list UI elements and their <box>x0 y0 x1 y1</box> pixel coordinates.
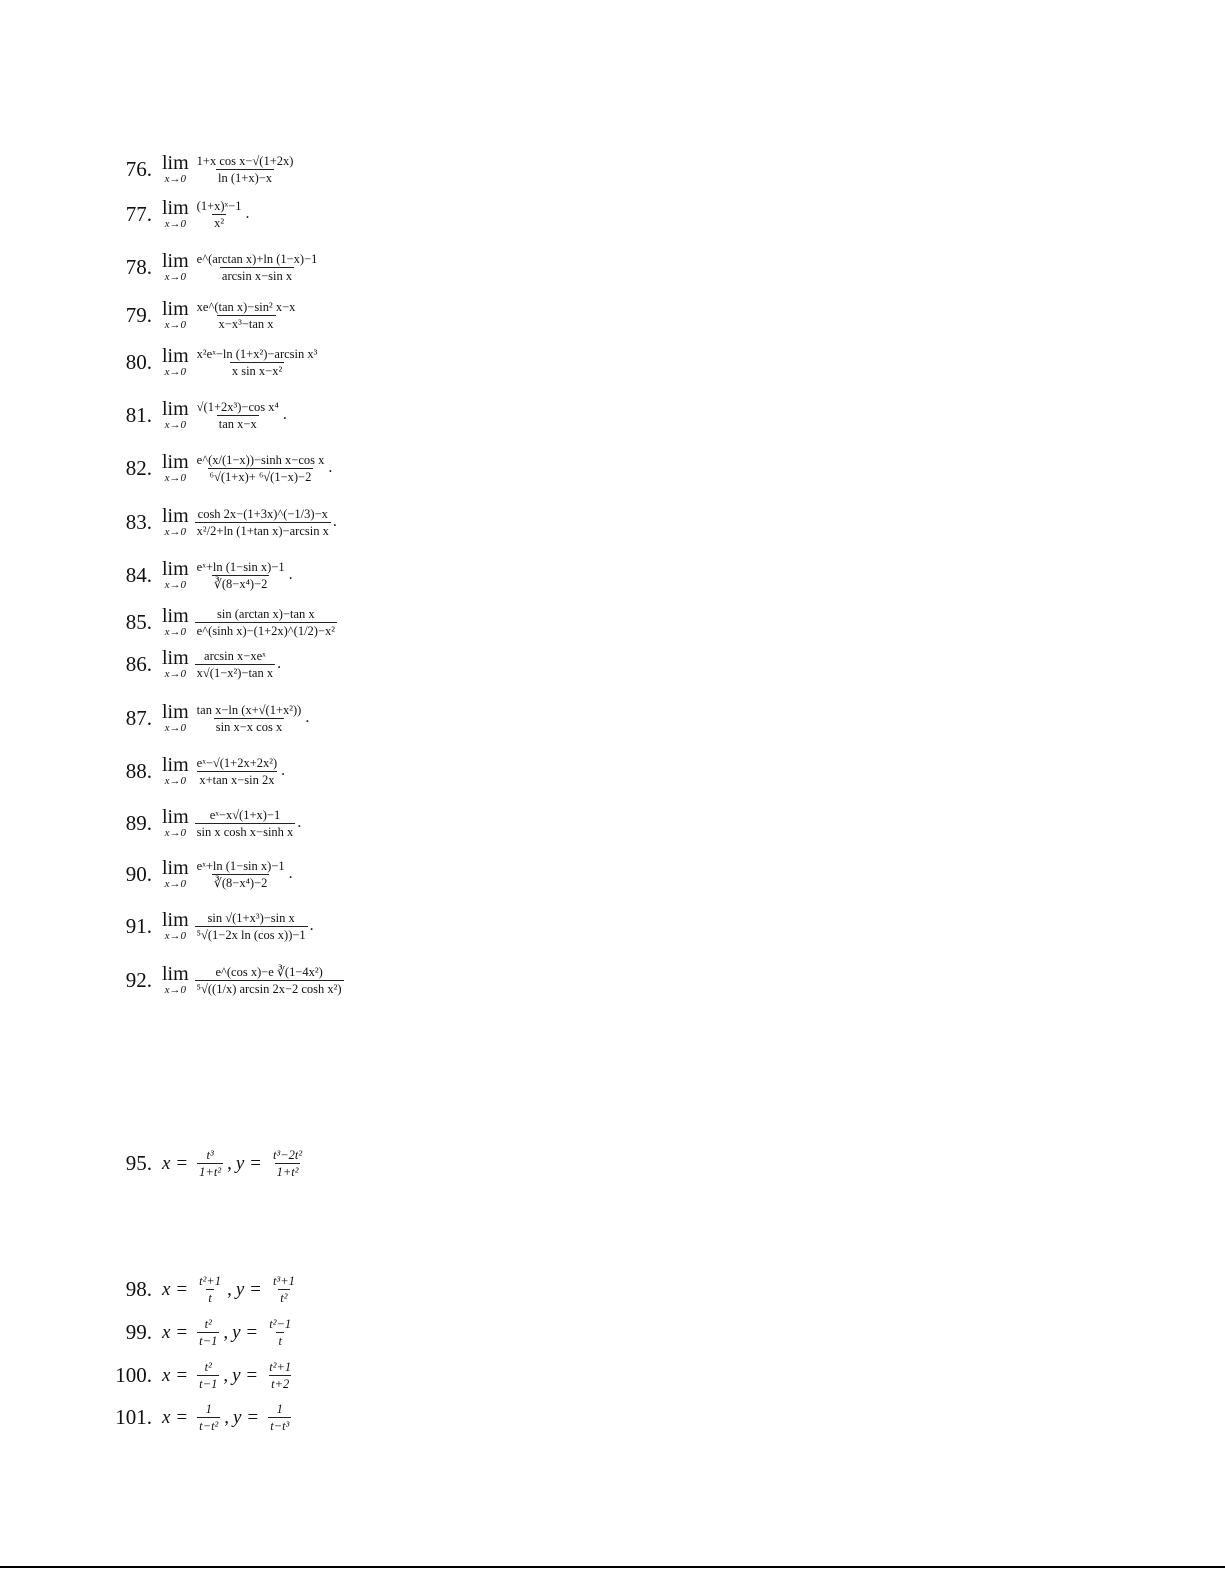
trailing-punctuation: . <box>309 917 314 934</box>
denominator: ⁵√((1/x) arcsin 2x−2 cosh x²) <box>196 981 342 996</box>
problem-number: 89. <box>125 810 152 835</box>
denominator: x√(1−x²)−tan x <box>196 665 274 680</box>
limit-operator <box>162 251 189 283</box>
fraction <box>195 453 327 484</box>
problem-86 <box>108 648 281 680</box>
numerator: t²+1 <box>199 1274 222 1288</box>
numerator: eˣ−x√(1+x)−1 <box>209 807 281 822</box>
problem-90 <box>108 858 293 890</box>
lim-subscript: x→0 <box>164 218 187 230</box>
x-variable: x <box>162 1406 171 1428</box>
problem-number: 80. <box>125 349 152 374</box>
lim-subscript: x→0 <box>164 930 187 942</box>
equals-sign: = <box>176 1364 188 1386</box>
problem-92 <box>108 964 346 996</box>
numerator: t² <box>204 1360 212 1374</box>
denominator: x²/2+ln (1+tan x)−arcsin x <box>196 523 329 538</box>
denominator: t−1 <box>199 1334 218 1348</box>
problem-number: 82. <box>125 455 152 480</box>
problem-80 <box>108 346 321 378</box>
lim-word: lim <box>162 605 189 627</box>
equals-sign: = <box>250 1278 261 1300</box>
numerator: 1+x cos x−√(1+2x) <box>196 153 294 168</box>
x-fraction <box>197 1360 219 1391</box>
problem-84 <box>108 559 293 591</box>
numerator: t²+1 <box>269 1360 292 1374</box>
equals-sign: = <box>247 1406 259 1428</box>
fraction <box>195 911 308 942</box>
limit-operator <box>162 299 189 331</box>
problem-98 <box>108 1274 301 1305</box>
problem-88 <box>108 755 285 787</box>
fraction <box>195 400 281 431</box>
lim-word: lim <box>162 558 189 580</box>
denominator: x sin x−x² <box>231 363 283 378</box>
denominator: ∛(8−x⁴)−2 <box>213 576 268 591</box>
lim-subscript: x→0 <box>164 319 187 331</box>
problem-87 <box>108 702 309 734</box>
x-variable: x <box>162 1321 171 1343</box>
numerator: eˣ+ln (1−sin x)−1 <box>196 858 285 873</box>
lim-subscript: x→0 <box>164 626 187 638</box>
lim-word: lim <box>162 345 189 367</box>
fraction <box>195 347 320 378</box>
limit-operator <box>162 153 189 185</box>
problem-91 <box>108 910 314 942</box>
fraction <box>195 859 287 890</box>
limit-operator <box>162 755 189 787</box>
denominator: ⁵√(1−2x ln (cos x))−1 <box>196 927 306 942</box>
denominator: t² <box>280 1291 288 1305</box>
lim-word: lim <box>162 250 189 272</box>
numerator: sin (arctan x)−tan x <box>217 606 315 621</box>
problem-number: 99. <box>125 1320 152 1344</box>
trailing-punctuation: . <box>288 566 293 583</box>
problem-number: 98. <box>125 1277 152 1301</box>
x-fraction <box>197 1274 223 1305</box>
lim-word: lim <box>162 398 189 420</box>
fraction <box>195 965 344 996</box>
problem-number: 87. <box>125 705 152 730</box>
problem-82 <box>108 452 332 484</box>
y-fraction <box>267 1360 293 1391</box>
trailing-punctuation: . <box>332 513 337 530</box>
lim-subscript: x→0 <box>164 173 187 185</box>
lim-word: lim <box>162 197 189 219</box>
limit-operator <box>162 399 189 431</box>
lim-subscript: x→0 <box>164 419 187 431</box>
x-variable: x <box>162 1152 171 1174</box>
trailing-punctuation: . <box>328 459 333 476</box>
numerator: t² <box>204 1317 212 1331</box>
trailing-punctuation: . <box>305 709 310 726</box>
problem-number: 76. <box>125 156 152 181</box>
problem-number: 78. <box>125 254 152 279</box>
problem-77 <box>108 198 249 230</box>
y-fraction <box>271 1148 304 1179</box>
denominator: t−t³ <box>270 1419 290 1433</box>
denominator: t <box>278 1334 282 1348</box>
problem-number: 88. <box>125 758 152 783</box>
numerator: t³ <box>206 1148 214 1162</box>
x-fraction <box>197 1317 219 1348</box>
numerator: (1+x)ˣ−1 <box>196 198 242 213</box>
problem-76 <box>108 153 297 185</box>
numerator: e^(cos x)−e ∛(1−4x²) <box>215 964 323 979</box>
y-fraction <box>268 1402 291 1433</box>
separator: , <box>223 1321 229 1343</box>
trailing-punctuation: . <box>297 814 302 831</box>
numerator: eˣ−√(1+2x+2x²) <box>196 755 278 770</box>
lim-subscript: x→0 <box>164 271 187 283</box>
problem-number: 77. <box>125 201 152 226</box>
trailing-punctuation: . <box>288 865 293 882</box>
lim-word: lim <box>162 701 189 723</box>
lim-subscript: x→0 <box>164 526 187 538</box>
denominator: e^(sinh x)−(1+2x)^(1/2)−x² <box>196 623 336 638</box>
problem-95 <box>108 1148 308 1179</box>
equals-sign: = <box>246 1364 258 1386</box>
x-fraction <box>197 1148 223 1179</box>
problem-100 <box>108 1360 297 1391</box>
denominator: 1+t² <box>276 1165 299 1179</box>
denominator: sin x−x cos x <box>215 719 283 734</box>
limit-operator <box>162 910 189 942</box>
fraction <box>195 649 275 680</box>
denominator: x−x³−tan x <box>218 316 274 331</box>
limit-operator <box>162 559 189 591</box>
numerator: arcsin x−xeˣ <box>204 648 266 663</box>
separator: , <box>223 1364 229 1386</box>
x-fraction <box>197 1402 220 1433</box>
numerator: t³+1 <box>272 1274 295 1288</box>
denominator: ⁶√(1+x)+ ⁶√(1−x)−2 <box>209 469 312 484</box>
denominator: ∛(8−x⁴)−2 <box>213 875 268 890</box>
equals-sign: = <box>176 1152 188 1174</box>
lim-word: lim <box>162 505 189 527</box>
lim-subscript: x→0 <box>164 827 187 839</box>
problem-number: 90. <box>125 861 152 886</box>
problem-89 <box>108 807 301 839</box>
lim-word: lim <box>162 298 189 320</box>
lim-subscript: x→0 <box>164 366 187 378</box>
numerator: t²−1 <box>269 1317 292 1331</box>
denominator: tan x−x <box>218 416 257 431</box>
lim-subscript: x→0 <box>164 775 187 787</box>
y-variable: y <box>235 1152 245 1174</box>
limit-operator <box>162 198 189 230</box>
y-fraction <box>267 1317 293 1348</box>
x-variable: x <box>162 1364 171 1386</box>
trailing-punctuation: . <box>282 406 287 423</box>
x-variable: x <box>162 1278 171 1300</box>
problem-number: 101. <box>115 1405 152 1429</box>
problem-79 <box>108 299 299 331</box>
numerator: xe^(tan x)−sin² x−x <box>196 299 296 314</box>
trailing-punctuation: . <box>281 762 286 779</box>
lim-word: lim <box>162 754 189 776</box>
lim-word: lim <box>162 857 189 879</box>
limit-operator <box>162 346 189 378</box>
lim-word: lim <box>162 451 189 473</box>
problem-number: 100. <box>115 1363 152 1387</box>
fraction <box>195 252 320 283</box>
lim-subscript: x→0 <box>164 878 187 890</box>
y-variable: y <box>232 1364 241 1386</box>
lim-word: lim <box>162 647 189 669</box>
lim-subscript: x→0 <box>164 668 187 680</box>
problem-number: 86. <box>125 651 152 676</box>
lim-subscript: x→0 <box>164 722 187 734</box>
problem-number: 91. <box>125 913 152 938</box>
denominator: t+2 <box>271 1377 290 1391</box>
numerator: x²eˣ−ln (1+x²)−arcsin x³ <box>196 346 318 361</box>
lim-word: lim <box>162 909 189 931</box>
limit-operator <box>162 648 189 680</box>
denominator: arcsin x−sin x <box>221 268 293 283</box>
equals-sign: = <box>176 1321 188 1343</box>
problem-101 <box>108 1402 295 1433</box>
fraction <box>195 756 280 787</box>
fraction <box>195 560 287 591</box>
trailing-punctuation: . <box>277 655 282 672</box>
problem-99 <box>108 1317 297 1348</box>
fraction <box>195 703 304 734</box>
denominator: ln (1+x)−x <box>218 170 273 185</box>
y-fraction <box>271 1274 297 1305</box>
y-variable: y <box>233 1406 242 1428</box>
limit-operator <box>162 702 189 734</box>
numerator: tan x−ln (x+√(1+x²)) <box>196 702 302 717</box>
numerator: sin √(1+x³)−sin x <box>207 910 295 925</box>
problem-83 <box>108 506 337 538</box>
problem-number: 92. <box>125 967 152 992</box>
problem-number: 95. <box>125 1151 152 1175</box>
denominator: t <box>208 1291 212 1305</box>
problem-85 <box>108 606 339 638</box>
fraction <box>195 300 298 331</box>
page-bottom-rule <box>0 1566 1225 1568</box>
fraction <box>195 154 296 185</box>
equals-sign: = <box>250 1152 261 1174</box>
limit-operator <box>162 807 189 839</box>
numerator: t³−2t² <box>272 1148 303 1162</box>
numerator: cosh 2x−(1+3x)^(−1/3)−x <box>197 506 328 521</box>
denominator: x+tan x−sin 2x <box>199 772 275 787</box>
problem-number: 79. <box>125 302 152 327</box>
limit-operator <box>162 858 189 890</box>
equals-sign: = <box>176 1406 188 1428</box>
denominator: x² <box>214 215 225 230</box>
equals-sign: = <box>176 1278 188 1300</box>
denominator: t−t² <box>199 1419 219 1433</box>
problem-number: 81. <box>125 402 152 427</box>
y-variable: y <box>235 1278 245 1300</box>
lim-subscript: x→0 <box>164 984 187 996</box>
separator: , <box>227 1152 232 1174</box>
limit-operator <box>162 964 189 996</box>
limit-operator <box>162 506 189 538</box>
problem-number: 83. <box>125 509 152 534</box>
numerator: √(1+2x³)−cos x⁴ <box>196 399 279 414</box>
denominator: sin x cosh x−sinh x <box>196 824 294 839</box>
numerator: e^(arctan x)+ln (1−x)−1 <box>196 251 318 266</box>
problem-81 <box>108 399 287 431</box>
lim-word: lim <box>162 963 189 985</box>
fraction <box>195 507 331 538</box>
separator: , <box>224 1406 230 1428</box>
denominator: t−1 <box>199 1377 218 1391</box>
numerator: eˣ+ln (1−sin x)−1 <box>196 559 285 574</box>
lim-word: lim <box>162 152 189 174</box>
lim-subscript: x→0 <box>164 472 187 484</box>
denominator: 1+t² <box>199 1165 222 1179</box>
separator: , <box>227 1278 232 1300</box>
numerator: e^(x/(1−x))−sinh x−cos x <box>196 452 325 467</box>
equals-sign: = <box>246 1321 258 1343</box>
limit-operator <box>162 606 189 638</box>
limit-operator <box>162 452 189 484</box>
problem-number: 84. <box>125 562 152 587</box>
problem-number: 85. <box>125 609 152 634</box>
fraction <box>195 199 244 230</box>
y-variable: y <box>232 1321 241 1343</box>
fraction <box>195 607 337 638</box>
numerator: 1 <box>205 1402 212 1416</box>
trailing-punctuation: . <box>245 205 250 222</box>
numerator: 1 <box>276 1402 283 1416</box>
fraction <box>195 808 296 839</box>
problem-78 <box>108 251 321 283</box>
lim-word: lim <box>162 806 189 828</box>
lim-subscript: x→0 <box>164 579 187 591</box>
